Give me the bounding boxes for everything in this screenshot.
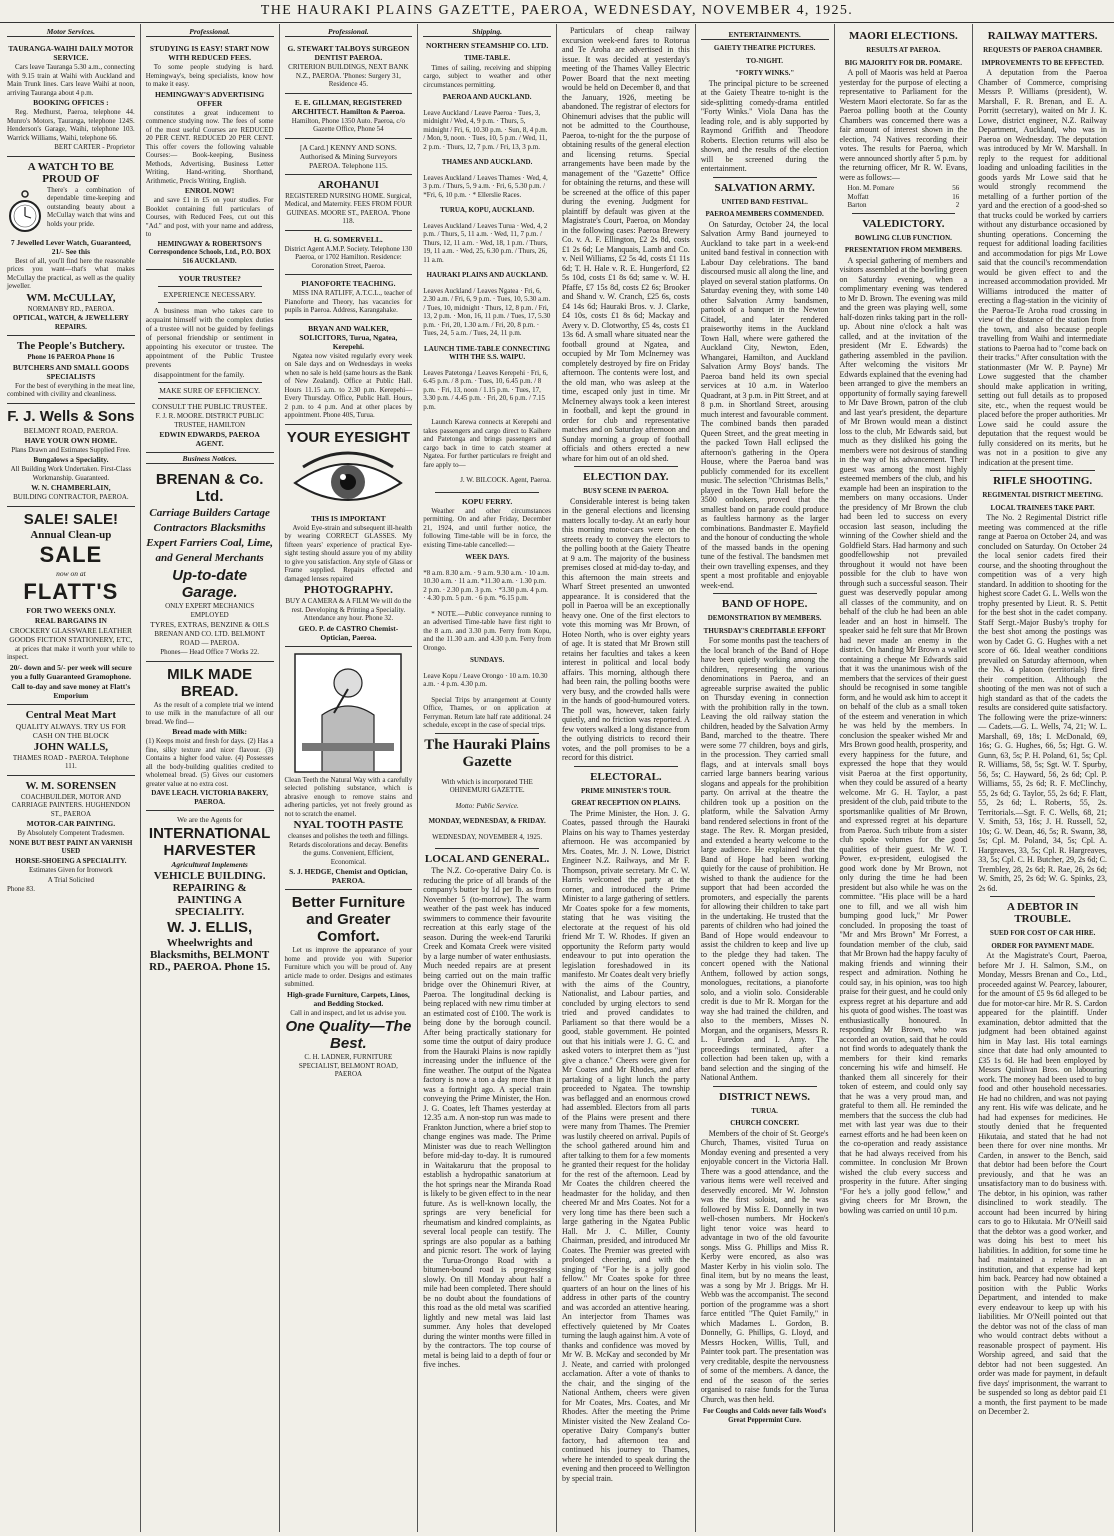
- article-headline: MAORI ELECTIONS.: [848, 30, 958, 42]
- section-heading: Motor Services.: [7, 27, 135, 37]
- article-body: A poll of Maoris was held at Paeroa yesterday for the purpose of electing a representative to Parliament for the Western Maori electorate. So far as the Paeroa polling booth at the County Chambers was concerned there was a fair amount of interest shown in the election, 74 Natives recording their votes. The results for Paeroa, which were announced shortly after 5 p.m. by the returning officer, Mr R. W. Evans, were as follows:—: [839, 68, 968, 182]
- divider: [158, 398, 262, 399]
- section-heading: Business Notices.: [146, 454, 274, 464]
- ad-body: Let us improve the appearance of your home and provide you with Superior Furniture which you will be proud of. Any article made to order. Designs and estimates submitted.: [284, 946, 413, 988]
- article-body: Weather and other circumstances permitting. On and after Friday, December 21, 1924, and until further notice, the following Time-table will be in force, the existing Time-table cancelled:—: [423, 506, 551, 549]
- column-6: [696, 24, 835, 1532]
- candidate-votes: 2: [955, 201, 960, 209]
- ladner-ad: [285, 890, 413, 1083]
- ad-body: COACHBUILDER, MOTOR AND CARRIAGE PAINTERS. HUGHENDON ST., PAEROA: [11, 792, 131, 818]
- gillman-card: [285, 94, 413, 139]
- eye-illustration-icon: [289, 449, 407, 511]
- article-headline: KOPU FERRY.: [461, 496, 513, 506]
- divider: [852, 213, 956, 214]
- column-5: [557, 24, 696, 1532]
- ad-body: We are the Agents for: [177, 815, 243, 824]
- ad-sale-word: SALE: [39, 541, 103, 567]
- article-headline: BAND OF HOPE.: [721, 598, 808, 610]
- article-body: Considerable interest is being taken in the general elections and licensing matters locally to-day. At an early hour this morning motor-cars were on the streets ready to convey the electors to the polling booth at the Gaiety Theatre at 9 a.m. The majority of the business premises closed at mid-day to-day, and this afternoon the main streets and Wharf Street presented an unwonted appearance. It is considered that the poll in Paeroa will be an exceptionally heavy one. One of the first electors to vote this morning was Mr Brown, of Hoteo North, who is over eighty years of age. It is stated that Mr Brown still retains her faculties and takes a keen interest in political and local body affairs. This morning, although there had been rain, the polling booths were very busy, and the crowded halls were in the hands of good-humoured voters. The poll was, however, taken fairly quietly, and no friction was reported. A few voters walked a long distance from the outlying districts to record their votes, and the poll promises to be a record for this district.: [562, 496, 690, 762]
- ad-footer: C. H. LADNER, FURNITURE SPECIALIST, BELMONT ROAD, PAEROA: [298, 1053, 398, 1078]
- ad-title: E. E. GILLMAN, REGISTERED ARCHITECT. Hamilton & Paeroa.: [291, 97, 405, 116]
- article-body: Particulars of cheap railway excursion week-end fares to Rotorua and Te Aroha are advertised in this issue. It was decided at yesterday's meeting of the Thames Valley Electric Power Board that the next meeting would be held on December 8, and that the January, 1926, meeting be abandoned. The registrar of electors for Ohinemuri advises that the public will not be admitted to the Courthouse, Paeroa, to-night for the the purpose of obtaining results of the general election and licensing returns. Special arrangements have been made by the management of the "Gazette" Office for obtaining the returns, and these will be screened at the office of this paper during the evening. Judgment for plaintiff by default was given at the Magistrate's Court, Paeroa, on Monday in the following cases: Paeroa Brewery Co. v. A. F. Ellington, £2 2s 8d, costs £1 2s 6d; Le Manquais, Lamb and Co. v. Neil Williams, £2 5s 4d, costs £1 11s 6d; T. H. Hale v. R. E. Hungerford, £2 5s 10d, costs £1 8s 6d; same v. W. H. Pfaffe, £7 15s 8d, costs £2 6s; Brooker and Shand v. W. Cranch, £25 6s, costs £4 14s 6d; Hauraki Bros. v. J. Clarke, £4 10s, costs £1 8s 6d; Mackay and Avery v. D. Clotworthy, £5 4s, costs £1 13s 6d. A small whare situated near the football ground at Ngatea, and occupied by Mr Tom McInerney was completely destroyed by fire on Friday afternoon. The contents were lost, and the old man, who was asleep at the time, escaped only just in time. Mr McInerney always took a keen interest in football, and kept the ground in order for club and representative matches and on Saturday afternoon and Sunday morning a group of football officials and others erected a new whare for him out of an old shed.: [562, 26, 690, 463]
- ad-body: Estimates Given for Ironwork: [28, 866, 113, 874]
- ad-address: BRENAN AND CO. LTD. BELMONT ROAD — PAEROA.: [154, 630, 265, 647]
- article-headline: A DEBTOR IN TROUBLE.: [1006, 901, 1079, 925]
- article-headline: RAILWAY MATTERS.: [987, 30, 1098, 42]
- ad-heading: CONSULT THE PUBLIC TRUSTEE.: [152, 402, 268, 411]
- ad-caption: Clean Teeth the Natural Way with a carefully selected polishing substance, which is abrasive enough to remove stains and adhering particles, yet not freely ground as not to scratch the enamel.: [284, 775, 413, 818]
- gazette-date: WEDNESDAY, NOVEMBER 4, 1925.: [432, 832, 543, 841]
- article-subhead: DEMONSTRATION BY MEMBERS.: [707, 614, 822, 622]
- meat-mart-ad: [7, 705, 135, 776]
- ad-footer: S. J. HEDGE, Chemist and Optician, PAEROA.: [289, 867, 408, 885]
- article-subhead: CHURCH CONCERT.: [730, 1119, 800, 1127]
- timetable-heading: LAUNCH TIME-TABLE CONNECTING WITH THE S.S. WAIPU.: [424, 344, 551, 361]
- ad-title: The People's Butchery.: [16, 340, 125, 352]
- ad-body: REGISTERED NURSING HOME. Surgical, Medical, and Maternity. FEES FROM FOUR GUINEAS. MOORE ST., PAEROA. 'Phone 118.: [284, 191, 413, 225]
- ad-footer: OPTICAL, WATCH, & JEWELLERY REPAIRS.: [12, 314, 129, 331]
- ad-title: SALE! SALE!: [23, 510, 118, 528]
- flatts-sale-ad: [7, 507, 135, 705]
- wells-ad: [7, 404, 135, 507]
- ad-title: MILK MADE BREAD.: [167, 665, 253, 700]
- ad-body: now on at: [56, 568, 86, 578]
- ad-body: Reg. Medhurst, Paeroa, telephone 44. Munro's Motors, Tauranga, telephone 124S. Henderson's Garage, Waihi, telephone 103. Warrick Williams, Waihi, telephone 66.: [7, 108, 135, 142]
- ad-body: Cars leave Tauranga 5.30 a.m., connecting with 9.15 train at Waihi with Auckland and Main Trunk lines. Cars leave Waihi at noon, arriving Tauranga about 4 p.m.: [7, 63, 135, 97]
- ad-title: BRYAN AND WALKER, SOLICITORS, Turua, Ngatea, Kerepehi.: [299, 323, 398, 351]
- article-subhead: BIG MAJORITY FOR DR. POMARE.: [844, 58, 962, 67]
- ad-heading: ENROL NOW!: [184, 186, 235, 195]
- ad-items: CROCKERY GLASSWARE LEATHER GOODS FICTION STATIONERY, ETC,: [9, 625, 133, 644]
- article-body: * NOTE.—Public conveyance running to an advertised Time-table have first right to the 8 a.m. and 3.30 p.m. Ferry from Kopu, and the 11.30 a.m. and 4.30 p.m. Ferry from Orongo.: [423, 609, 551, 652]
- ad-name: WM. McCULLAY,: [26, 291, 116, 304]
- article-subhead: UNITED BAND FESTIVAL.: [721, 197, 808, 206]
- article-headline: VALEDICTORY.: [862, 217, 945, 230]
- column-3: [280, 24, 419, 1532]
- ad-body: As the result of a complete trial we intend to use milk in the manufacture of all our bread. We find—: [145, 700, 274, 726]
- ad-address: THAMES ROAD - PAEROA. Telephone 111.: [12, 753, 129, 770]
- bryan-walker-card: [285, 320, 413, 425]
- sorensen-ad: [7, 776, 135, 898]
- candidate-votes: 16: [952, 192, 960, 201]
- divider: [158, 302, 262, 303]
- section-heading: Shipping.: [423, 27, 551, 37]
- timetable-heading: SUNDAYS.: [470, 656, 505, 664]
- ad-heading: EXPERIENCE NECESSARY.: [163, 290, 256, 299]
- ad-title: Central Meat Mart: [25, 708, 117, 721]
- kenny-card: [285, 139, 413, 175]
- ad-body: To some people studying is hard. Hemingway's, being specialists, know how to make it easy.: [145, 63, 274, 88]
- ad-body: Ngatea now visited regularly every week on Sale days and on Wednesdays in weeks when no sale is held (same hours as the Bank of New Zealand). Office at Public Hall. Hours 11.15 a.m. to 2.30 p.m. Kerepehi—Every Thursday. Office, Public Hall. Hours, 2 p.m. to 4 p.m. And at other places by appointment. Phone 40S, Turua.: [284, 351, 413, 419]
- ad-title: NYAL TOOTH PASTE: [293, 819, 404, 831]
- ad-body: disappointment for the family.: [153, 370, 245, 379]
- divider: [574, 766, 678, 767]
- ad-heading: MAKE SURE OF EFFICIENCY.: [159, 386, 260, 395]
- ad-title: G. STEWART TALBOYS SURGEON DENTIST PAEROA.: [287, 44, 410, 62]
- ad-footer: EDWIN EDWARDS, PAEROA AGENT.: [159, 430, 260, 448]
- ad-body: TYRES, EXTRAS, BENZINE & OILS: [150, 620, 269, 629]
- ad-subtitle: BOOKING OFFICES :: [33, 98, 109, 107]
- article-subhead: RESULTS AT PAEROA.: [866, 46, 941, 54]
- ad-body: cleanses and polishes the teeth and fillings. Retards discolorations and decay. Benefits the gums. Convenient, Efficient, Economical.: [288, 832, 409, 866]
- column-2: [141, 24, 280, 1532]
- pocket-watch-icon: [7, 188, 43, 238]
- article-headline: ELECTORAL.: [590, 770, 662, 783]
- gazette-motto: Motto: Public Service.: [455, 801, 519, 810]
- ad-body: Hamilton, Phone 1350 Auto. Paeroa, c/o Gazette Office, Phone 54: [291, 116, 405, 133]
- article-subhead: IMPROVEMENTS TO BE EFFECTED.: [981, 58, 1104, 67]
- ad-body: constitutes a great inducement to commence studying now. The fees of some of the most useful Courses are REDUCED 20 PER CENT. REDUCED 20 PER CENT. This offer covers the following valuable Courses:— Book-keeping, Business Methods, Advertising, Business Letter Writing, Hand-writing, Shorthand, Arithmetic, Precis Writing, English.: [145, 108, 274, 185]
- table-row: [848, 193, 960, 202]
- divider: [574, 466, 678, 467]
- ad-footer: DAVE LEACH. VICTORIA BAKERY, PAEROA.: [151, 789, 269, 806]
- ad-list: (1) Keeps moist and fresh for days. (2) Has a fine, silky texture and nicer flavour. (3) Contains a higher food value. (4) Possesses all the body-building qualities credited to wholemeal bread. (5) Gives our customers greater value at no extra cost.: [145, 737, 274, 788]
- ad-body: NONE BUT BEST PAINT AN VARNISH USED: [9, 838, 133, 855]
- ad-subtitle: Annual Clean-up: [30, 528, 112, 541]
- article-subhead: ORDER FOR PAYMENT MADE.: [991, 941, 1094, 950]
- ad-heading: THIS IS IMPORTANT: [311, 513, 386, 523]
- article-body: At the Magistrate's Court, Paeroa, before Mr J. H. Salmon, S.M., on Monday, Messrs Brenan and Co., Ltd., proceeded against W. Pearcey, labourer, for the amount of £5 9s 6d alleged to be due for motor-car hire. Mr R. S. Cardon appeared for the plaintiff. Under examination, debtor admitted that the judgment had been obtained against him in May last. His total earnings since that date had only amounted to £35 1s 6d. He had been employed by Messrs Quinlivan Bros. on labouring work. The money had been used to buy food and other household necessaries. He had no children, and was not paying any rent. His wife was delicate, and he had had expenses for medicines. He stoutly denied that he frequented Hikutaia, and stated that he had not been there for over nine months. Mr Carden, in answer to the Bench, said that debtor had been before the Court previously, and that he was an unsatisfactory man to do business with. The debtor, in his opinion, was rather disinclined to work steadily. The account had been incurred by hiring cars to go to Hikutaia. Mr O'Neill said that the debtor was a good worker, and was doing his best to meet his liabilities. In addition, for some time he had maintained a relative in an institution, and that expense had kept him back. Pearcey had now obtained a position with the Public Works Department, and intended to make every endeavour to keep up with his liabilities. Mr O'Neill pointed out that the debtor was not of the class of man who would contract debts without a reasonable prospect of payment. His Worship agreed, and said that the debtor had not been suggested. An order was made for payment, in default five days' imprisonment, the warrant to be suspended so long as debtor paid £1 a month, the first payment to be made on December 2.: [978, 951, 1107, 1416]
- article-body: A deputation from the Paeroa Chamber of Commerce, comprising Messrs P. Williams (president), W. Marshall, F. R. Brenan, and E. A. Porritt (secretary), waited on Mr J. K. Lowe, district engineer, N.Z. Railway Department, Auckland, who was in Paeroa on Wednesday. The deputation was introduced by Mr W. Marshall. In reply to the request for additional loading and unloading facilities in the goods yards Mr Lowe said that he would strongly recommend the metalling of a further portion of the yard and the erection of a good-shed so that trucks could be worked by carriers without any disturbance occasioned by shunting operations. Concerning the request for additional loading facilities and accommodation for pigs Mr Lowe said that the council's recommendation would be given effect to and the increased accommodation provided. Mr Williams introduced the matter of erecting a flag-station in the vicinity of the Paeroa-Te Aroha road crossing in view of the distance of the station from the town, and also because people travelling from Waihi and intermediate stations to Paeroa had to "come back on their tracks." After consultation with the stationmaster (Mr W. P. Payne) Mr Lowe suggested that the chamber should make application in writing, setting out full details as to proposed site, etc., when the request would be placed before the proper authorities. Mr Lowe said he could assure the deputation that the request would be fully considered on its merits, but he was not in a position to give any indication at the present time.: [978, 68, 1107, 467]
- candidate-name: Barton: [847, 201, 867, 209]
- ad-heading: Bread made with Milk:: [172, 727, 247, 736]
- article-body: The N.Z. Co-operative Dairy Co. is reducing the price of all brands of the company's butter by 1d per lb. as from November 5 (to-morrow). The warm weather of the past week has induced swimmers to commence their favourite recreation at this early stage of the season. During the week-end Taruriki Creek and Komata Creek were visited by a large number of water enthusiasts. Much needed repairs are at present being carried out on the main traffic bridge over the Ohinemuri River, at Paeroa. The longitudinal decking is being replaced with new rimu timber at an estimated cost of £100. The work is being done by the borough council. After being practically stationary for some time the output of dairy produce from the Hauraki Plains is now rapidly increasing under the influence of the fine weather. The output of the Ngatea factory is now a ton a day more than it was a fortnight ago. A special train conveying the Prime Minister, the Hon. J. G. Coates, left Thames yesterday at 12.35 a.m. A non-stop run was made to Frankton Junction, where a brief stop to change engines was made. The Prime Minister was due to reach Wellington before mid-day to-day. It is rumoured in Waitakaruru that the proposal to establish a hydropathic sanatorium at the hot springs near the Miranda Road is likely to be given effect to in the near future. As is well-known locally, the springs are very beneficial for rheumatism and kindred complaints, as several local people can testify. The springs are also popular as a bathing and picnic resort. The work of laying the Turua-Orongo Road with a bitumen-bound road is progressing slowly. On till Monday about half a mile had been completed. There should be no doubt about the foundations of this road as the old metal was scarified lightly and new metal was laid last summer. Any holes that developed during the winter months were filled in by the contractors. The top course of metal is being laid to a depth of four or five inches.: [423, 866, 551, 1369]
- timetable-rows: Leaves Auckland / Leaves Ngatea · Fri, 6, 2.30 a.m. / Fri, 6, 9 p.m. · Tues, 10, 5.30 a.m. / Tues, 10, midnight · Thurs, 12, 8 p.m. / Fri, 13, 2 p.m. · Mon, 16, 11 p.m. / Tues, 17, 5.30 p.m. · Fri, 20, 1.30 a.m. / Fri, 20, 8 p.m. · Tues, 24, 5 a.m. / Tues, 24, 11 p.m.: [423, 286, 551, 337]
- table-row: [848, 184, 960, 193]
- ad-body: BUTCHERS AND SMALL GOODS SPECIALISTS: [12, 362, 129, 381]
- article-body: Special Trips by arrangement at County Office, Thames, or on application at Ferryman. Return late half rate additional. 24 schedule, except in the case of special trips.: [423, 695, 551, 729]
- ad-heading: HEMINGWAY'S ADVERTISING OFFER: [154, 89, 265, 108]
- milk-bread-ad: [146, 662, 274, 812]
- ad-heading: Up-to-date Garage.: [172, 567, 248, 601]
- article-subhead: GAIETY THEATRE PICTURES.: [713, 44, 816, 52]
- taxi-ad: [7, 40, 135, 157]
- article-body: A special gathering of members and visitors assembled at the bowling green on Saturday evening, when a complimentary evening was tendered to Mr D. Brown. The evening was mild and the green was playing well, some half-dozen rinks taking part in the roll-up. About nine o'clock a halt was called, and at the invitation of the president (Mr E. Edwards) the gathering assembled in the pavilion. After welcoming the visitors Mr Edwards explained that the evening had been arranged to give the members an opportunity of formally saying farewell to Mr Dave Brown, patron of the club and last year's president, the departure of Mr Brown would mean a distinct loss to the club, Mr Edwards said, but much as they disliked his going the members were not desirous of standing in the way of his advancement. Their guest was among the most highly esteemed members of the club, and his example had been an inspiration to the members on many occasions. Under the presidency of Mr Brown the club had been led to success on every occasion last season, including the winning of the Cowher shield and the Goldfield Stars. Had harmony and such goodfellowship not prevailed throughout it would not have been possible for the club to have won through such a successful season. Their guest was deservedly popular among all classes of the community, and on behalf of the club he had been an able leader and an host in himself. The speaker said he felt sure that Mr Brown had never made an enemy in the district. On handing Mr Brown a wallet containing a cheque Mr Edwards said that it was the unanimous wish of the members that the services of their guest should be recognised in some tangible form, and he would ask him to accept it on behalf of the club as a small token of the esteem and veneration in which he was held by the members. In conclusion the speaker wished Mr and Mrs Brown good health, prosperity, and every happiness for the future, and expressed the hope that they would visit Paeroa at the first opportunity, when they could be assured of a hearty welcome. Mr G. H. Taylor, a past president of the club, paid tribute to the sportsmanlike qualities of Mr Brown, and expressed regret at his departure from Paeroa. Such tribute from a sister club spoke volumes for the good qualities of their guest. Mr W. T. Power, ex-president, eulogised the good work done by Mr Brown, not only during the time he had been president but also while he was on the committee. "His place will be a hard one to fill, and we all wish him bumping good luck," Mr Power concluded. In proposing the toast of "Mr and Mrs Brown" Mr Forrest, a foundation member of the club, said that Mr Brown had the happy faculty of making friends and winning their respect and admiration. Nothing he could say, in his opinion, was too high praise for their guest, and he could only express regret at his departure and add his quota of good wishes. The toast was enthusiastically honoured. In responding Mr Brown, who was accorded an ovation, said that he could not find words to adequately thank the members for their kind remarks concerning his wife and himself. He thanked them all sincerely for their token of esteem, and could only say that he was a very proud man, and grateful to them all. He reminded the members that the success the club had met with last year was due to their earnest efforts and he had been keen on the co-operation and ready assistance that he had always received from his committee. In conclusion Mr Brown wished the club every success and prosperity in the future. After singing "For he's a jolly good fellow," and giving cheers for Mr Brown, the bowling was carried on until 10 p.m.: [839, 255, 968, 1215]
- nyal-ad: [285, 647, 413, 891]
- ad-phone: Phone 83.: [7, 885, 35, 893]
- timetable-heading: PAEROA AND AUCKLAND.: [442, 93, 532, 101]
- ad-body: at prices that make it worth your while to inspect.: [7, 644, 135, 661]
- ad-heading: REAL BARGAINS IN: [34, 615, 107, 625]
- ad-footer: BUILDING CONTRACTOR, PAEROA.: [13, 493, 129, 501]
- column-7: [835, 24, 974, 1532]
- section-heading: ENTERTAINMENTS.: [701, 30, 829, 40]
- ad-store-name: FLATT'S: [23, 578, 119, 604]
- article-body: For some months past the teachers of the local branch of the Band of Hope have been quietly working among the children, representing the various denominations in Paeroa, and an agreeable surprise awaited the public on Thursday evening in connection with the prohibition rally in the town. Leaving the old railway station the children, headed by the Salvation Army Band, marched to the theatre. There were some 77 children, boys and girls, in the procession. They carried small flags, and at intervals small boys carried large banners bearing various slogans and appeals for the prohibition party. On arrival at the theatre the children took up a position on the platform, while the Salvation Army band rendered selections in front of the stage. The Rev. R. Morgan presided, and extended a hearty welcome to the large audience. He explained that the Band of Hope had been working quietly for the cause of prohibition. He wished to thank the audience for the support that had been accorded the promoters, and especially the parents for allowing their children to take part in the undertaking. He trusted that the parents of children who had joined the Band of Hope would endeavour to assist the children to keep and live up to the pledge they had taken. The concert opened with the National Anthem, followed by action songs, monologues, recitations, a pianoforte solo, and a violin solo. Considerable credit is due to Mr R. Morgan for the way she had trained the children, and also to the members, Misses N. Morgan, and the organisers, Messrs R. L. Furedon and I. Amy. The proceedings terminated, after a collection had been taken up, with a band selection and the singing of the National Anthem.: [700, 636, 829, 1082]
- article-subhead: GREAT RECEPTION ON PLAINS.: [571, 799, 681, 807]
- ad-title: YOUR TRUSTEE?: [178, 274, 241, 283]
- ad-title: INTERNATIONAL HARVESTER: [148, 825, 271, 859]
- ad-body: Avoid Eye-strain and subsequent ill-health by wearing CORRECT GLASSES. My fifteen years' experience of practical Eye-sight testing should assure you of my ability to give you satisfaction. Any style of Glass or Frame supplied. Repairs effected and damaged lenses repaired: [284, 523, 413, 583]
- ad-name: F. J. R. MOORE. DISTRICT PUBLIC TRUSTEE, HAMILTON: [155, 412, 264, 429]
- ad-line: For Coughs and Colds never fails Wood's Great Peppermint Cure.: [702, 1407, 827, 1424]
- gazette-nameplate: The Hauraki Plains Gazette: [424, 736, 551, 770]
- timetable-rows: Leaves Patetonga / Leaves Kerepehi · Fri, 6, 6.45 p.m. / 8 p.m. · Tues, 10, 6.45 p.m. / 8 p.m. · Fri, 13, noon / 1.15 p.m. · Tues, 17, 3.30 p.m. / 4.45 p.m. · Fri, 20, 6 p.m. / 7.15 p.m.: [423, 368, 548, 411]
- ad-name: W. J. ELLIS,: [167, 919, 253, 936]
- article-body: The Prime Minister, the Hon. J. G. Coates, passed through the Hauraki Plains on his way to Thames yesterday afternoon. He was accompanied by Mrs. Coates, Mr. J. N. Lowe, District Engineer N.Z. Railways, and Mr F. Thompson, private secretary. Mr C. W. Harris welcomed the party at the corner, and introduced the Prime Minister to a large gathering of settlers. Mr Coates spoke for a few moments, stating that he was visiting the electorate at the request of his old friend Mr T. W. Rhodes. If given an opportunity the Reform party would endeavour to put into operation the legislation foreshadowed in its manifesto. Mr Coates dealt very briefly with the aims of the Country, Nationalist, and Labour parties, and concluded by urging electors to send tried and proved candidates to Parliament so that there would be a good, stable government. He pointed out that his initials were J. G. C. and asked voters to interpret them as "just give a chance." Cheers were given for Mr Coates and Mr Rhodes, and after partaking of a light lunch the party proceeded to Ngatea. The township was beflagged and an enormous crowd had assembled. Electors from all parts of the Plains were present and there were many from Thames. The Premier was lustily cheered on arrival. Pupils of the school gathered around him and after talking to them for a few moments he granted their request for the holiday for the rest of the afternoon. Lead by Mr Coates the children cheered the headmaster for the holiday, and then cheered Mr and Mrs Coates. Not for a very long time has there been such a large gathering in the Ngatea Public Hall. Mr J. C. Miller, County Chairman, presided, and introduced Mr Coates. The Premier was greeted with prolonged cheering, and with the singing of "For he is a jolly good fellow." Mr Coates spoke for three quarters of an hour on the lines of his address in other parts of the country and was accorded an attentive hearing. An interjector from Thames was effectively quietened by Mr Coates turning the laugh against him. A vote of thanks and confidence was moved by Mr W. B. McKay and seconded by Mr J. Neate, and carried with prolonged acclamation. After a vote of thanks to the chair, and the singing of the National Anthem, cheers were given for Mr Coates, Mrs. Coates, and Mr Rhodes. After the meeting the Prime Minister visited the New Zealand Co-operative Dairy Company's butter factory, had afternoon tea and continued his journey to Thames, where he intended to speak during the evening and then proceed to Wellington by special train.: [562, 808, 690, 1483]
- hemingway-ad: [146, 40, 274, 270]
- divider: [713, 593, 817, 594]
- divider: [435, 733, 539, 734]
- article-body: The No. 2 Regimental District rifle meeting was commenced at the rifle range at Paeroa on October 24, and was concluded on Saturday. On October 24 the local senior cadets fired their course, and the shooting throughout the competition was of a very high standard. In addition to shooting for the highest score Cadet G. L. Wells won the trophy presented by Lieut. R. S. Pettit for the best shot in the cadet company. Staff Sergt.-Major Busby's trophy for the best shot among the postings was won by Cadet G. G. Hughes with a net score of 66. Ideal weather conditions prevailed on Saturday afternoon, when the No. 4 platoon (territorials) fired their competition. Although the shooting of the men was not of such a high standard as that of the cadets the results are considered quite satisfactory. The following were the prize-winners:— Cadets.—G. L. Wells, 74, 21; W. L. Marshall, 69, 18s; I. McDonald, 69, 16s; G. G. Hughes, 66, 5s; Hgt. G. W. Gunn, 63, 5s; P. H. Poland, 61, 5s; Cpl. R. Williams, 58, 5s; Sgt. W. T. Spurby, 56, 5s; C. Hayward, 56, 2s 6d; Cpl. P. Williams, 55, 2s 6d; R. F. McClinchy, 55, 2s 6d; G. Taylor, 55, 2s 6d; F. Flatt, 55, 2s 6d; L. Roberts, 55, 2s. Territorials.—Sgt. F. C. Wells, 68, 21; V. Smith, 53, 16s; J. H. Russell, 52, 10s; G. W. Dean, 46, 5s; R. Swann, 38, 5s; Cpl. M. Poland, 34, 5s; Cpl. A. Hargreaves, 33, 5s; Cpl. R. Hargreaves, 33, 5s; Cpl. C. H. Butcher, 29, 2s 6d; C. Trembley, 28, 2s 6d; R. Rae, 26, 2s 6d; W. Smith, 25, 2s 6d; W. G. Spinks, 23, 2s 6d.: [978, 513, 1107, 893]
- ad-body: ONLY EXPERT MECHANICS EMPLOYED: [165, 602, 255, 619]
- ad-title: H. G. SOMERVELL.: [314, 234, 383, 244]
- article-headline: SALVATION ARMY.: [714, 181, 815, 194]
- article-subhead: PRIME MINISTER'S TOUR.: [580, 786, 671, 795]
- candidate-name: Moffatt: [847, 192, 869, 201]
- watch-ad: [7, 157, 135, 337]
- candidate-name: Hon. M. Pomare: [847, 184, 895, 192]
- timetable-heading: TURUA, KOPU, AUCKLAND.: [440, 206, 535, 214]
- ad-body: FOR TWO WEEKS ONLY.: [26, 605, 116, 615]
- article-subhead: TO-NIGHT.: [746, 56, 784, 65]
- article-body: On Saturday, October 24, the local Salvation Army Band journeyed to Auckland to take part in a week-end united band festival in connection with Labour Day celebrations. The band discoursed music all along the line, and played on several station platforms. On Saturday evening they, with some 140 other Salvation Army bandsmen, partook of a banquet in the Newton Citadel, and later rendered praiseworthy items in the Auckland Town Hall, where were gathered the Auckland City, Newton, Eden, Whangarei, Hamilton, and Auckland Salvation Army Boys' bands. The Paeroa band held its own special services at 10 a.m. in Waterloo Quadrant, at 3 p.m. in Pitt Street, and at 8 p.m. in Shortland Street, arousing much interest and favourable comment. The combined bands then paraded Queen Street, and the great meeting in the packed Town Hall eclipsed the afternoon's gathering in the Opera House, where the Paeroa band was publicly commended for its excellent music. The selection "Christmas Bells," played in the Town Hall before the 3500 onlookers, proved that the smallest band on parade could produce as faultless harmony as the larger combinations. Bandmaster E. Mayfield and the honour of conducting the whole of the massed bands in the opening tune of the festival. The bandsmen met their own travelling expenses, and they spent a most profitable and enjoyable week-end.: [700, 219, 829, 590]
- timetable-rows: *8 a.m. 8.30 a.m. · 9 a.m. 9.30 a.m. · 10 a.m. 10.30 a.m. · 11 a.m. *11.30 a.m. · 1.30 p.m. 2 p.m. · 2.30 p.m. 3 p.m. · *3.30 p.m. 4 p.m. · 4.30 p.m. 5 p.m. · 6 p.m. *6.15 p.m.: [423, 568, 550, 602]
- eyesight-ad: [285, 425, 413, 647]
- ad-body: MISS INA RATLIFF, A.T.C.L., teacher of Pianoforte and Theory, has vacancies for pupils in Paeroa. Address, Karangahake.: [284, 289, 413, 314]
- ad-phone: Phone 16 PAEROA Phone 16: [27, 353, 115, 361]
- ad-heading: High-grade Furniture, Carpets, Linos, and Bedding Stocked.: [286, 989, 410, 1008]
- ad-footer: BERT CARTER - Proprietor: [54, 143, 135, 151]
- article-headline: RIFLE SHOOTING.: [993, 475, 1093, 487]
- article-subhead: SUED FOR COST OF CAR HIRE.: [989, 929, 1096, 937]
- ad-body: VEHICLE BUILDING. REPAIRING & PAINTING A SPECIALITY.: [153, 870, 266, 918]
- article-body: The principal picture to be screened at the Gaiety Theatre to-night is the side-splitting comedy-drama entitled "Forty Winks." Viola Dana has the leading role, and is ably supported by Raymond Griffith and Theodore Roberts. Election returns will also be shown, and the results of the election will be screened during the entertainment.: [700, 78, 829, 173]
- article-subhead: THURSDAY'S CREDITABLE EFFORT: [703, 626, 826, 635]
- arohanui-card: [285, 175, 413, 231]
- column-8: [973, 24, 1112, 1532]
- ad-body: All Building Work Undertaken. First-Class Workmanship. Guaranteed.: [10, 465, 132, 482]
- ad-heading: HAVE YOUR OWN HOME.: [24, 435, 118, 445]
- ad-body: BUY A CAMERA & A FILM We will do the rest. Developing & Printing a Speciality. Attendance any hour. Phone 32.: [285, 597, 412, 622]
- ad-body: Carriage Builders Cartage Contractors Blacksmiths Expert Farriers Coal, Lime, and General Merchants: [146, 507, 274, 564]
- ad-title: TAURANGA-WAIHI DAILY MOTOR SERVICE.: [8, 44, 134, 62]
- article-body: Times of sailing, receiving and shipping cargo, subject to weather and other circumstances permitting.: [423, 63, 551, 89]
- ad-body: QUALITY ALWAYS. TRY US FOR CASH ON THE BLOCK: [15, 721, 127, 740]
- timetable-rows: Leaves Auckland / Leaves Turua · Wed, 4, 2 p.m. / Thurs, 5, 11 a.m. · Wed, 11, 7 p.m. / Thurs, 12, 11 a.m. · Wed, 18, 1 p.m. / Thurs, 19, 11 a.m. · Wed, 25, 6.30 p.m. / Thurs, 26, 11 a.m.: [423, 221, 548, 264]
- article-body: Launch Karewa connects at Kerepehi and takes passengers and cargo direct to Kaihere and Patetonga and brings passengers and cargo back in time to catch steamer at Ngatea. For further particulars re freight and fare apply to—: [423, 418, 551, 469]
- article-subhead: TIME-TABLE.: [464, 54, 511, 62]
- article-subhead: LOCAL TRAINEES TAKE PART.: [990, 503, 1095, 512]
- divider: [713, 1086, 817, 1087]
- ad-body: For the best of everything in the meat line, combined with civility and cleanliness.: [7, 381, 135, 398]
- divider: [435, 492, 539, 493]
- divider: [713, 177, 817, 178]
- ad-title: A WATCH TO BE PROUD OF: [27, 160, 115, 185]
- divider: [435, 848, 539, 849]
- ad-body: There's a combination of dependable time-keeping and outstanding beauty about a McCullay watch that wins and holds your pride.: [47, 185, 135, 228]
- piano-card: [285, 275, 413, 320]
- butchery-ad: [7, 336, 135, 404]
- ad-title: YOUR EYESIGHT: [286, 428, 411, 446]
- ad-body: District Agent A.M.P. Society. Telephone 130 Paeroa, or 1702 Hamilton. Residence: Coronation Street, Paeroa.: [284, 244, 413, 270]
- ellis-ad: [146, 811, 274, 977]
- brenan-ad: [146, 467, 274, 662]
- article-subhead: PRESENTATION FROM MEMBERS.: [844, 246, 962, 254]
- ad-slogan: One Quality—The Best.: [285, 1018, 412, 1052]
- ad-title: Better Furniture and Greater Comfort.: [291, 894, 406, 945]
- article-subhead: REGIMENTAL DISTRICT MEETING.: [982, 491, 1103, 499]
- talboys-card: [285, 40, 413, 94]
- ad-title: PIANOFORTE TEACHING.: [301, 279, 396, 288]
- timetable-heading: HAURAKI PLAINS AND AUCKLAND.: [426, 271, 548, 279]
- ad-address: NORMANBY RD., PAEROA.: [27, 304, 115, 313]
- ad-body: A business man who takes care to acquaint himself with the complex duties of a trustee will not be guided by feelings of personal friendship or sentiment in appointing his executor or trustee. The appointment of the Public Trustee prevents: [145, 306, 274, 369]
- timetable-heading: WEEK DAYS.: [465, 553, 509, 561]
- results-table: [848, 184, 960, 210]
- article-headline: NORTHERN STEAMSHIP CO. LTD.: [426, 41, 549, 50]
- article-headline: LOCAL AND GENERAL.: [424, 853, 550, 865]
- divider: [158, 286, 262, 287]
- ad-body: Agricultural Implements: [171, 860, 248, 869]
- ad-title: STUDYING IS EASY! START NOW WITH REDUCED FEES.: [149, 44, 270, 62]
- article-body: Members of the choir of St. George's Church, Thames, visited Turua on Monday evening and presented a very enjoyable concert in the Victoria Hall. There was a good attendance, and the various items were well received and deservedly encored. Mr W. Johnston was the first soloist, and he was followed by Miss E. Donnelly in two well-chosen numbers. Mr Hocken's light tenor voice was heard to advantage in two of the old favourite songs. Miss G. Phillips and Miss R. Kerby were encored, as also was Master Kerby in his violin solo. The final item, but by no means the least, was a song by Mr J. Briggs. Mr H. Webb was the accompanist. The second portion of the programme was a short farce entitled "The Quiet Family," in which Madames L. Gordon, B. Donnelly, G. Phillips, G. Lloyd, and Messrs Hocken, Willis, Tull, and Painter took part. The presentation was very creditable, despite the nervousness of some of the members. A dance, the end of the season of the series organised to raise funds for the Turua Church, was then held.: [700, 1128, 829, 1404]
- divider: [158, 382, 262, 383]
- timetable-rows: Leave Auckland / Leave Paeroa · Tues, 3, midnight / Wed, 4, 9 p.m. · Thurs, 5, midnight / Fri, 6, 10.30 p.m. · Sun, 8, 4 p.m. / Mon, 9, noon. · Tues, 10, 5 p.m. / Wed, 11, 2 p.m. · Thurs, 12, 7 p.m. / Fri, 13, 3 p.m.: [423, 108, 548, 151]
- ad-body: and save £1 in £5 on your studies. For Booklet containing full particulars of Courses, with Reduced Fees, cut out this "Ad." and post, with your name and address, to: [145, 196, 274, 238]
- ad-body: Plans Drawn and Estimates Supplied Free.: [11, 445, 131, 454]
- ad-title: BRENAN & Co. Ltd.: [155, 471, 264, 505]
- section-heading: Professional.: [285, 27, 413, 37]
- man-brushing-teeth-illustration: [294, 653, 402, 773]
- article-subhead: BOWLING CLUB FUNCTION.: [854, 233, 952, 242]
- ad-title: W. M. SORENSEN: [25, 779, 117, 792]
- article-headline: ELECTION DAY.: [583, 471, 669, 483]
- masthead: THE HAURAKI PLAINS GAZETTE, PAEROA, WEDNESDAY, NOVEMBER 4, 1925.: [0, 0, 1114, 23]
- article-subhead: "FORTY WINKS.": [734, 69, 795, 77]
- ad-heading: Bungalows a Speciality.: [33, 455, 109, 464]
- candidate-votes: 56: [952, 184, 960, 192]
- ad-footer: GEO. P. de CASTRO Chemist-Optician, Paeroa.: [298, 623, 399, 642]
- ad-title: AROHANUI: [317, 178, 379, 191]
- ad-footer: Wheelwrights and Blacksmiths, BELMONT RD., PAEROA. Phone 15.: [149, 937, 271, 973]
- ad-address: HEMINGWAY & ROBERTSON'S Correspondence Schools, Ltd., P.O. BOX 516 AUCKLAND.: [148, 239, 271, 265]
- section-heading: Professional.: [146, 27, 274, 37]
- timetable-rows: Leave Kopu / Leave Orongo · 10 a.m. 10.30 a.m. · 4 p.m. 4.30 p.m.: [423, 671, 548, 688]
- ad-body: By Absolutely Competent Tradesmen.: [17, 829, 125, 837]
- article-subhead: REQUESTS OF PAEROA CHAMBER.: [983, 46, 1103, 54]
- ad-offer: 7 Jewelled Lever Watch, Guaranteed, 21/- See this: [10, 237, 131, 256]
- ad-body: HORSE-SHOEING A SPECIALITY.: [15, 856, 127, 865]
- column-1: [2, 24, 141, 1532]
- article-subhead: PAEROA MEMBERS COMMENDED.: [705, 210, 824, 218]
- ad-title: [A Card.] KENNY AND SONS. Authorised & Mining Surveyors PAEROA. Telephone 115.: [299, 142, 398, 170]
- ad-name: JOHN WALLS,: [33, 740, 109, 753]
- ad-body: Call in and inspect, and let us advise you.: [290, 1008, 407, 1017]
- article-signature: J. W. BILCOCK. Agent, Paeroa.: [460, 476, 551, 484]
- article-subhead: BUSY SCENE IN PAEROA.: [583, 487, 669, 495]
- gazette-days: MONDAY, WEDNESDAY, & FRIDAY.: [428, 817, 546, 825]
- divider: [990, 470, 1095, 471]
- table-row: [848, 201, 960, 210]
- ad-body: Best of all, you'll find here the reasonable prices you want—that's what makes McCullay the practical, as well as the quality jeweller.: [7, 256, 135, 290]
- ad-phone: Phones— Head Office 7 Works 22.: [160, 648, 259, 656]
- public-trustee-ad: [146, 270, 274, 453]
- ad-name: W. N. CHAMBERLAIN,: [31, 483, 111, 492]
- ad-heading: MOTOR-CAR PAINTING.: [26, 819, 116, 828]
- timetable-rows: Leaves Auckland / Leaves Thames · Wed, 4, 3 p.m. / Thurs, 5, 9 a.m. · Fri, 6, 5.30 p.m. / *Fri, 6, 10 p.m. · * Ellerslie Races.: [423, 173, 548, 199]
- timetable-heading: THAMES AND AUCKLAND.: [441, 158, 533, 166]
- ad-body: A Trial Solicited: [47, 875, 95, 884]
- gazette-subtitle: With which is incorporated THE OHINEMURI GAZETTE.: [441, 777, 533, 794]
- article-subhead: TURUA.: [751, 1106, 778, 1115]
- somervell-card: [285, 231, 413, 276]
- article-headline: DISTRICT NEWS.: [719, 1090, 811, 1103]
- ad-heading: PHOTOGRAPHY.: [303, 584, 393, 596]
- column-4: [418, 24, 557, 1532]
- ad-body: CRITERION BUILDINGS, NEXT BANK N.Z., PAEROA. 'Phones: Surgery 31, Residence 45.: [288, 63, 409, 88]
- ad-offer: 20/- down and 5/- per week will secure you a fully Guaranteed Gramophone.: [9, 662, 132, 681]
- divider: [990, 896, 1095, 897]
- ad-footer: Call to-day and save money at Flatt's Emporium: [11, 681, 131, 700]
- ad-address: BELMONT ROAD, PAEROA.: [23, 425, 118, 435]
- ad-title: F. J. Wells & Sons: [7, 407, 135, 425]
